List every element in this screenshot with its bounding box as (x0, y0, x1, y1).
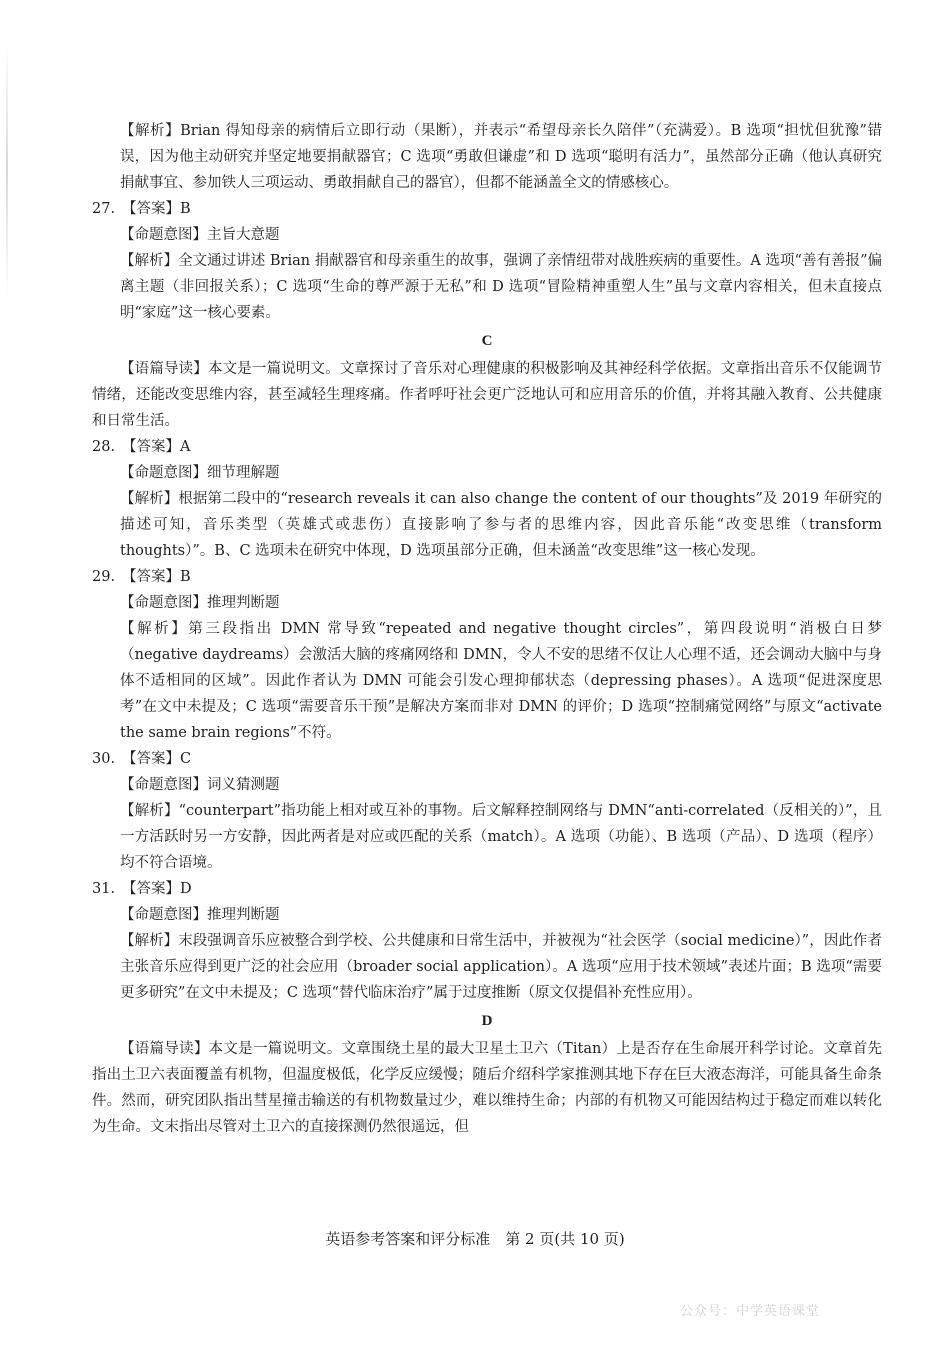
q30-number: 30. (92, 751, 116, 767)
q29-answer: 【答案】B (122, 569, 191, 585)
scan-edge (6, 40, 8, 300)
section-c-heading: C (481, 333, 493, 349)
q30-intent: 【命题意图】词义猜测题 (120, 777, 280, 793)
q28-answer-line (92, 434, 882, 460)
q27-intent: 【命题意图】主旨大意题 (120, 227, 280, 243)
q31-analysis: 【解析】末段强调音乐应被整合到学校、公共健康和日常生活中，并被视为“社会医学（social medicine）”，因此作者主张音乐应得到更广泛的社会应用（broader social application）。A 选项“应用于技术领域”表述片面；B 选项“需要更多研究”在文中未提及；C 选项“替代临床治疗”属于过度推断（原文仅提倡补充性应用）。 (120, 933, 882, 1001)
q29-answer-line (92, 564, 882, 590)
section-c-guide: 【语篇导读】本文是一篇说明文。文章探讨了音乐对心理健康的积极影响及其神经科学依据。文章指出音乐不仅能调节情绪，还能改变思维内容，甚至减轻生理疼痛。作者呼吁社会更广泛地认可和应用音乐的价值，并将其融入教育、公共健康和日常生活。 (92, 361, 882, 429)
q27-number: 27. (92, 201, 116, 217)
q29-intent: 【命题意图】推理判断题 (120, 595, 280, 611)
page-footer: 英语参考答案和评分标准 第 2 页(共 10 页) (325, 1230, 625, 1248)
q30-analysis: 【解析】“counterpart”指功能上相对或互补的事物。后文解释控制网络与 DMN“anti-correlated（反相关的）”，且一方活跃时另一方安静，因此两者是对应或匹配的关系（match）。A 选项（功能）、B 选项（产品）、D 选项（程序）均不符合语境。 (120, 803, 882, 871)
q31-intent: 【命题意图】推理判断题 (120, 907, 280, 923)
q31-answer-line (92, 876, 882, 902)
q28-answer: 【答案】A (122, 439, 191, 455)
q30-answer: 【答案】C (122, 751, 192, 767)
section-d-heading: D (481, 1013, 493, 1029)
q27-answer: 【答案】B (122, 201, 191, 217)
q29-number: 29. (92, 569, 116, 585)
q27-analysis: 【解析】全文通过讲述 Brian 捐献器官和母亲重生的故事，强调了亲情纽带对战胜疾病的重要性。A 选项“善有善报”偏离主题（非回报关系）；C 选项“生命的尊严源于无私”和 D 选项“冒险精神重塑人生”虽与文章内容相关，但未直接点明“家庭”这一核心要素。 (120, 253, 882, 321)
q26-analysis: 【解析】Brian 得知母亲的病情后立即行动（果断），并表示“希望母亲长久陪伴”（充满爱）。B 选项“担忧但犹豫”错误，因为他主动研究并坚定地要捐献器官；C 选项“勇敢但谦虚”和 D 选项“聪明有活力”，虽然部分正确（他认真研究捐献事宜、参加铁人三项运动、勇敢捐献自己的器官），但都不能涵盖全文的情感核心。 (120, 123, 882, 191)
q31-number: 31. (92, 881, 116, 897)
q30-answer-line (92, 746, 882, 772)
q29-analysis: 【解析】第三段指出 DMN 常导致“repeated and negative thought circles”，第四段说明“消极白日梦（negative daydreams）会激活大脑的疼痛网络和 DMN，令人不安的思绪不仅让人心理不适，还会调动大脑中与身体不适相同的区域”。因此作者认为 DMN 可能会引发心理抑郁状态（depressing phases）。A 选项“促进深度思考”在文中未提及；C 选项“需要音乐干预”是解决方案而非对 DMN 的评价；D 选项“控制痛觉网络”与原文“activate the same brain regions”不符。 (120, 621, 882, 741)
q31-answer: 【答案】D (122, 881, 192, 897)
q28-analysis: 【解析】根据第二段中的“research reveals it can also change the content of our thoughts”及 2019 年研究的描述可知，音乐类型（英雄式或悲伤）直接影响了参与者的思维内容，因此音乐能“改变思维（transform thoughts）”。B、C 选项未在研究中体现，D 选项虽部分正确，但未涵盖“改变思维”这一核心发现。 (120, 491, 882, 559)
watermark-text: 公众号：中学英语课堂 (680, 1304, 821, 1319)
answer-content (92, 118, 882, 1140)
q28-number: 28. (92, 439, 116, 455)
section-d-guide: 【语篇导读】本文是一篇说明文。文章围绕土星的最大卫星土卫六（Titan）上是否存在生命展开科学讨论。文章首先指出土卫六表面覆盖有机物，但温度极低，化学反应缓慢；随后介绍科学家推测其地下存在巨大液态海洋，可能具备生命条件。然而，研究团队指出彗星撞击输送的有机物数量过少，难以维持生命；内部的有机物又可能因结构过于稳定而难以转化为生命。文末指出尽管对土卫六的直接探测仍然很遥远，但 (92, 1041, 882, 1135)
q28-intent: 【命题意图】细节理解题 (120, 465, 280, 481)
q27-answer-line (92, 196, 882, 222)
